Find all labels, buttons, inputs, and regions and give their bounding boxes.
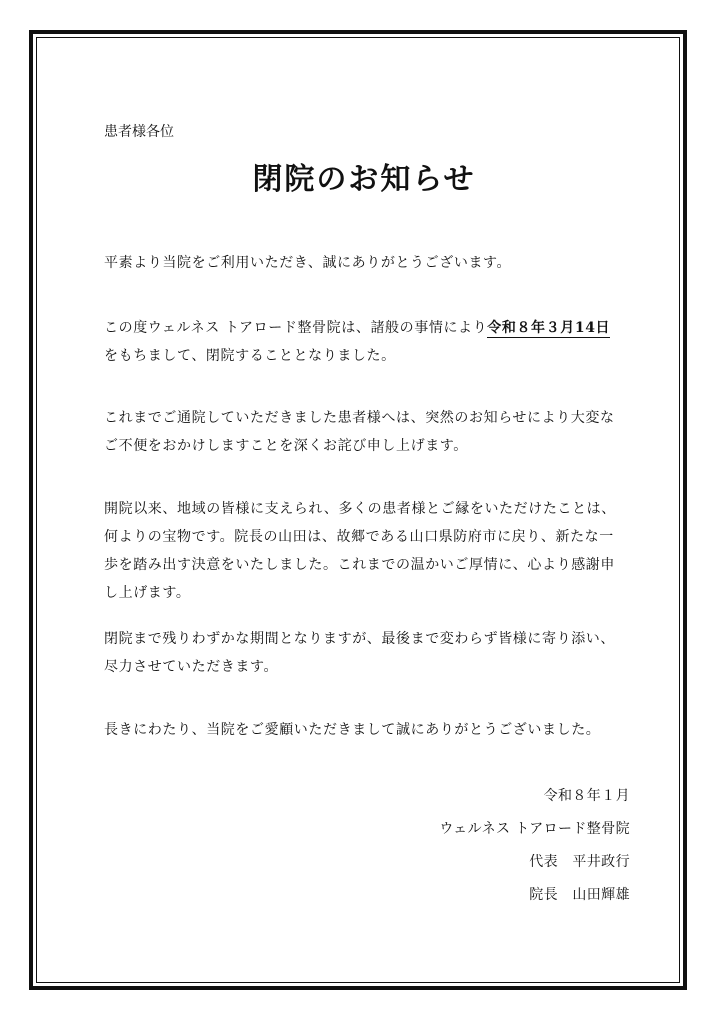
paragraph-line: 歩を踏み出す決意をいたしました。これまでの温かいご厚情に、心より感謝申 [104, 557, 615, 573]
announcement-text: この度ウェルネス トアロード整骨院は、諸般の事情により [104, 320, 488, 336]
signature-clinic: ウェルネス トアロード整骨院 [439, 821, 630, 837]
paragraph-line: 尽力させていただきます。 [104, 659, 279, 675]
paragraph-line: ご不便をおかけしますことを深くお詫び申し上げます。 [104, 438, 468, 454]
addressee: 患者様各位 [104, 124, 174, 140]
paragraph-line: 長きにわたり、当院をご愛顧いただきまして誠にありがとうございました。 [104, 722, 601, 738]
paragraph-line [104, 314, 624, 342]
paragraph-announcement [104, 314, 624, 370]
paragraph-line: をもちまして、閉院することとなりました。 [104, 348, 396, 364]
paragraph-line: 何よりの宝物です。院長の山田は、故郷である山口県防府市に戻り、新たな一 [104, 529, 614, 545]
paragraph-line: し上げます。 [104, 585, 191, 601]
paragraph-line: これまでご通院していただきました患者様へは、突然のお知らせにより大変な [104, 410, 615, 426]
paragraph-apology [104, 404, 624, 460]
paragraph-greeting [104, 249, 624, 277]
paragraph-thanks [104, 716, 624, 744]
signature-director: 院長 山田輝雄 [529, 887, 630, 903]
notice-title: 閉院のお知らせ [252, 162, 476, 197]
signature-representative: 代表 平井政行 [529, 854, 630, 870]
closing-date: 令和８年３月14日 [487, 320, 611, 336]
paragraph-line: 平素より当院をご利用いただき、誠にありがとうございます。 [104, 255, 512, 271]
signature-date: 令和８年１月 [543, 788, 630, 804]
paragraph-line: 開院以来、地域の皆様に支えられ、多くの患者様とご縁をいただけたことは、 [104, 501, 616, 517]
paragraph-gratitude [104, 495, 624, 607]
paragraph-remaining [104, 625, 624, 681]
paragraph-line: 閉院まで残りわずかな期間となりますが、最後まで変わらず皆様に寄り添い、 [104, 631, 615, 647]
